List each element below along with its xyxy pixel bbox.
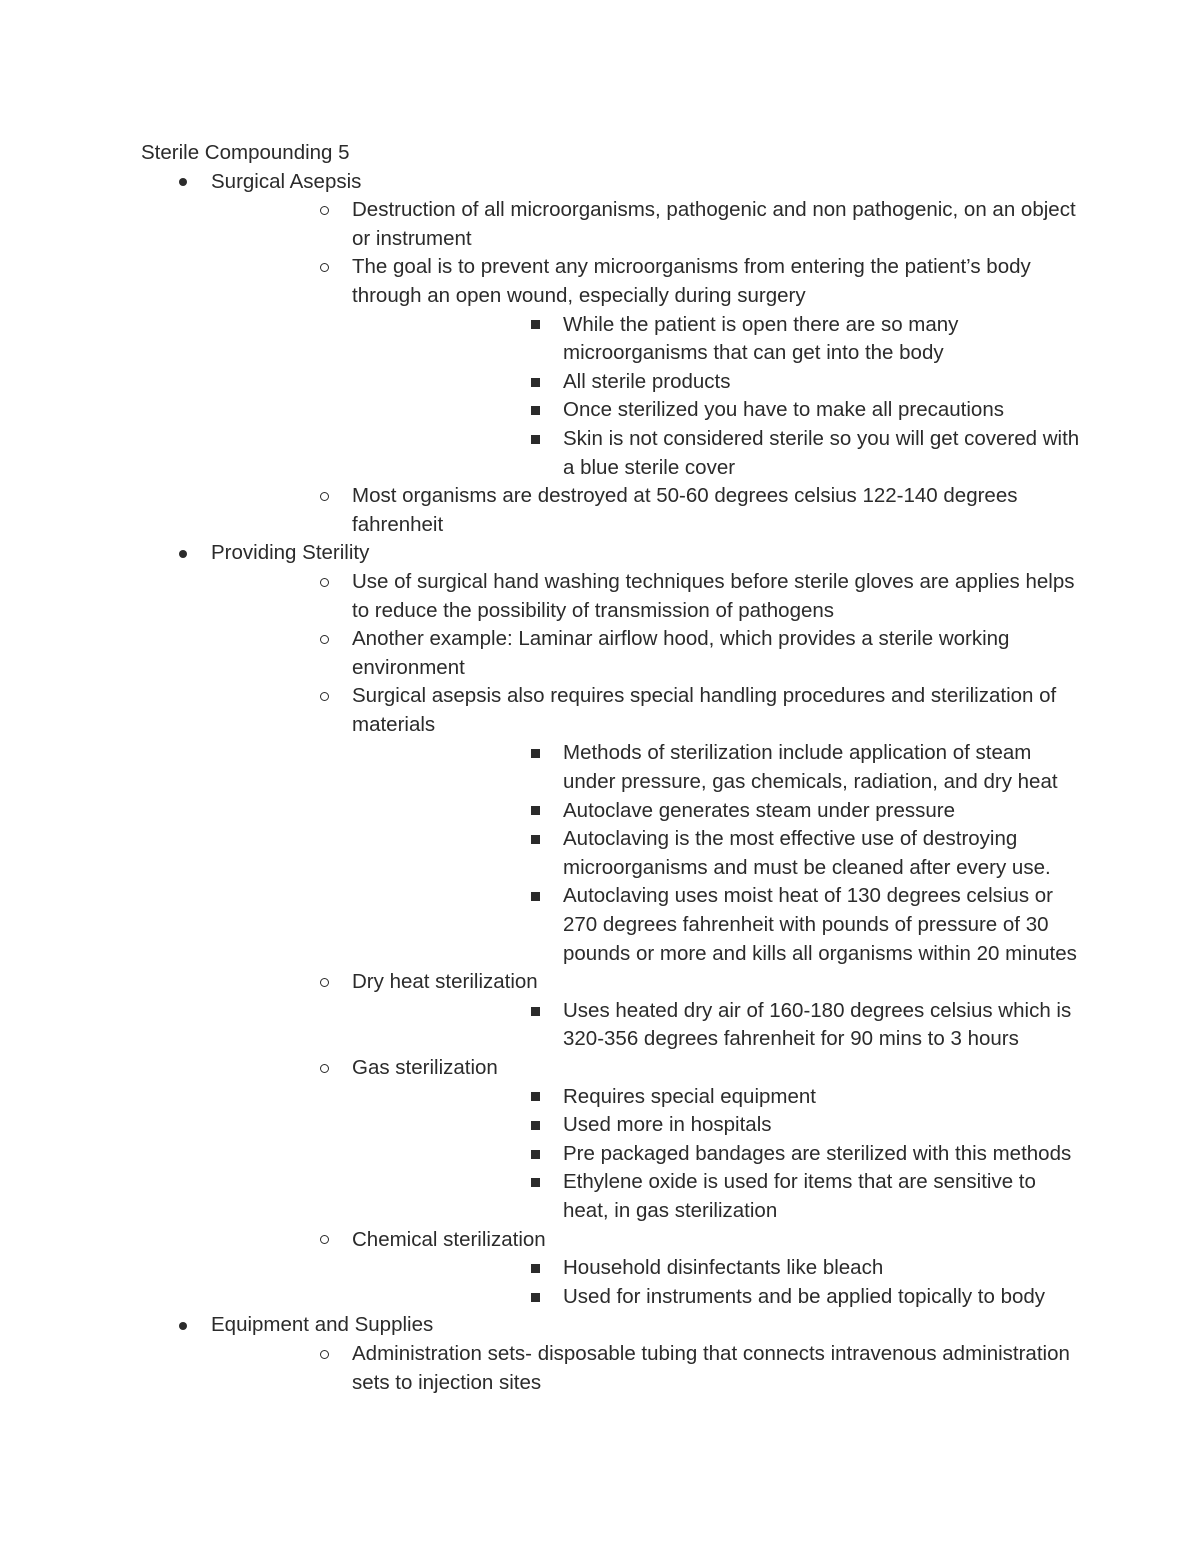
square-bullet-icon: [527, 311, 543, 340]
outline-text: Pre packaged bandages are sterilized with this methods: [563, 1141, 1072, 1165]
outline-text: Chemical sterilization: [352, 1227, 546, 1251]
sublist-level3: [352, 739, 1081, 968]
outline-item-level3: [352, 1254, 1081, 1283]
circle-bullet-icon: [316, 1226, 332, 1255]
outline-text: All sterile products: [563, 369, 731, 393]
square-bullet-icon: [527, 797, 543, 826]
outline-item-level3: [352, 997, 1081, 1054]
circle-bullet-icon: [316, 1340, 332, 1369]
outline-item-level2: [211, 568, 1081, 625]
outline-item-level3: [352, 425, 1081, 482]
outline-text: Once sterilized you have to make all precautions: [563, 398, 1004, 422]
outline-text: Another example: Laminar airflow hood, which provides a sterile working environment: [352, 627, 1010, 679]
outline-text: Autoclave generates steam under pressure: [563, 798, 956, 822]
outline-item-level3: [352, 396, 1081, 425]
document-title: Sterile Compounding 5: [141, 141, 350, 164]
outline-item-level2: [211, 482, 1081, 539]
outline-item-level3: [352, 1283, 1081, 1312]
square-bullet-icon: [527, 1140, 543, 1169]
square-bullet-icon: [527, 825, 543, 854]
disc-bullet-icon: [175, 168, 191, 197]
disc-bullet-icon: [175, 1311, 191, 1340]
outline-text: Used for instruments and be applied topically to body: [563, 1284, 1046, 1308]
outline-item-level2: [211, 253, 1081, 482]
outline-text: Surgical asepsis also requires special handling procedures and sterilization of materials: [352, 684, 1057, 736]
circle-bullet-icon: [316, 1054, 332, 1083]
circle-bullet-icon: [316, 968, 332, 997]
outline-item-level3: [352, 739, 1081, 796]
outline-list: [141, 168, 1081, 1398]
document-body: [141, 139, 1081, 1397]
outline-item-level2: [211, 196, 1081, 253]
outline-text: Household disinfectants like bleach: [563, 1256, 884, 1280]
outline-text: Autoclaving uses moist heat of 130 degrees celsius or 270 degrees fahrenheit with pounds of pressure of 30 pounds or more and kills all organisms within 20 minutes: [563, 884, 1077, 965]
sublist-level3: [352, 311, 1081, 483]
square-bullet-icon: [527, 368, 543, 397]
outline-item-level3: [352, 311, 1081, 368]
square-bullet-icon: [527, 882, 543, 911]
outline-text: Administration sets- disposable tubing that connects intravenous administration sets to injection sites: [352, 1341, 1070, 1394]
disc-bullet-icon: [175, 539, 191, 568]
outline-text: Use of surgical hand washing techniques before sterile gloves are applies helps to reduce the possibility of transmission of pathogens: [352, 569, 1075, 622]
outline-text: Surgical Asepsis: [211, 169, 362, 193]
outline-item-level3: [352, 1111, 1081, 1140]
sublist-level2: [211, 1340, 1081, 1397]
outline-item-level3: [352, 797, 1081, 826]
square-bullet-icon: [527, 425, 543, 454]
outline-item-level3: [352, 1140, 1081, 1169]
outline-text: While the patient is open there are so many microorganisms that can get into the body: [563, 312, 959, 365]
outline-text: Requires special equipment: [563, 1084, 816, 1108]
outline-text: Equipment and Supplies: [211, 1313, 434, 1337]
sublist-level3: [352, 997, 1081, 1054]
outline-item-level2: [211, 1054, 1081, 1226]
outline-text: Methods of sterilization include application of steam under pressure, gas chemicals, radiation, and dry heat: [563, 741, 1058, 794]
outline-item-level2: [211, 1340, 1081, 1397]
outline-item-level2: [211, 625, 1081, 682]
outline-text: Dry heat sterilization: [352, 970, 538, 994]
outline-text: Uses heated dry air of 160-180 degrees celsius which is 320-356 degrees fahrenheit for 90 mins to 3 hours: [563, 998, 1072, 1051]
square-bullet-icon: [527, 1254, 543, 1283]
outline-text: Autoclaving is the most effective use of destroying microorganisms and must be cleaned after every use.: [563, 827, 1051, 879]
outline-text: Used more in hospitals: [563, 1113, 772, 1137]
outline-text: Ethylene oxide is used for items that are sensitive to heat, in gas sterilization: [563, 1170, 1036, 1222]
square-bullet-icon: [527, 396, 543, 425]
outline-item-level2: [211, 682, 1081, 968]
outline-text: Gas sterilization: [352, 1056, 498, 1079]
outline-item-level1: [141, 168, 1081, 540]
outline-item-level1: [141, 1311, 1081, 1397]
outline-item-level1: [141, 539, 1081, 1311]
outline-text: Providing Sterility: [211, 541, 370, 565]
square-bullet-icon: [527, 1283, 543, 1312]
outline-text: Most organisms are destroyed at 50-60 degrees celsius 122-140 degrees fahrenheit: [352, 484, 1018, 536]
outline-item-level2: [211, 1226, 1081, 1312]
square-bullet-icon: [527, 997, 543, 1026]
square-bullet-icon: [527, 739, 543, 768]
circle-bullet-icon: [316, 253, 332, 282]
outline-text: Skin is not considered sterile so you will get covered with a blue sterile cover: [563, 426, 1080, 479]
square-bullet-icon: [527, 1111, 543, 1140]
square-bullet-icon: [527, 1168, 543, 1197]
outline-text: The goal is to prevent any microorganisms from entering the patient’s body through an open wound, especially during surgery: [352, 255, 1031, 307]
outline-item-level3: [352, 368, 1081, 397]
circle-bullet-icon: [316, 196, 332, 225]
square-bullet-icon: [527, 1083, 543, 1112]
outline-text: Destruction of all microorganisms, pathogenic and non pathogenic, on an object or instrument: [352, 198, 1076, 250]
sublist-level2: [211, 196, 1081, 539]
sublist-level3: [352, 1254, 1081, 1311]
outline-item-level3: [352, 882, 1081, 968]
sublist-level3: [352, 1083, 1081, 1226]
outline-item-level3: [352, 1083, 1081, 1112]
circle-bullet-icon: [316, 568, 332, 597]
outline-item-level2: [211, 968, 1081, 1054]
circle-bullet-icon: [316, 482, 332, 511]
circle-bullet-icon: [316, 625, 332, 654]
outline-item-level3: [352, 1168, 1081, 1225]
circle-bullet-icon: [316, 682, 332, 711]
outline-item-level3: [352, 825, 1081, 882]
sublist-level2: [211, 568, 1081, 1311]
